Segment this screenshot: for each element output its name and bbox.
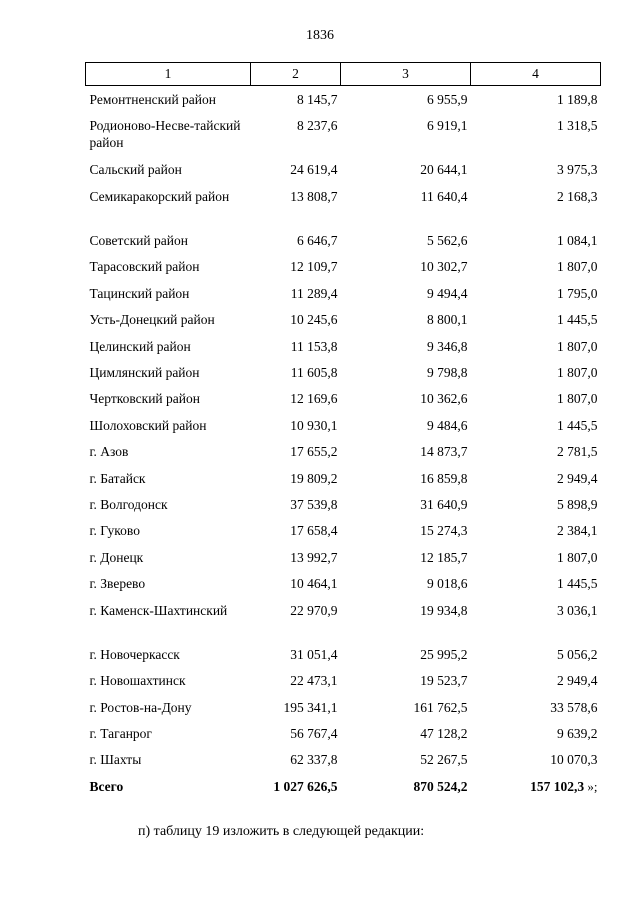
row-value-col3: 9 798,8	[427, 365, 468, 381]
row-name: г. Зверево	[89, 576, 146, 592]
row-value-col4: 33 578,6	[550, 699, 598, 715]
row-value-col3: 47 128,2	[420, 726, 468, 742]
row-value-col4: 1 318,5	[557, 117, 598, 133]
row-value-col4: 1 795,0	[557, 285, 598, 301]
row-value-col4: 1 807,0	[557, 549, 598, 565]
total-value-col4-text: 157 102,3	[530, 778, 585, 794]
row-name: Тарасовский район	[89, 259, 200, 275]
table-row	[86, 746, 601, 772]
row-name: Ремонтненский район	[89, 92, 216, 107]
column-header-2: 2	[251, 63, 341, 86]
row-value-col4: 1 189,8	[557, 92, 598, 107]
table-row	[86, 385, 601, 411]
table-row	[86, 641, 601, 667]
row-value-col3: 5 562,6	[427, 233, 468, 249]
table-row	[86, 491, 601, 517]
row-name: Сальский район	[89, 162, 182, 178]
row-value-col3: 12 185,7	[420, 549, 468, 565]
row-value-col3: 19 523,7	[420, 673, 468, 689]
row-value-col2: 56 767,4	[290, 726, 338, 742]
table-row	[86, 438, 601, 464]
row-name: г. Ростов-на-Дону	[89, 699, 192, 715]
row-name: Целинский район	[89, 338, 191, 354]
table-row	[86, 333, 601, 359]
row-value-col4: 1 807,0	[557, 259, 598, 275]
row-value-col3: 15 274,3	[420, 523, 468, 539]
row-value-col4: 1 445,5	[557, 312, 598, 328]
row-value-col4: 10 070,3	[550, 752, 598, 768]
row-value-col3: 9 484,6	[427, 417, 468, 433]
row-value-col2: 17 655,2	[290, 444, 338, 460]
row-value-col4: 5 898,9	[557, 496, 598, 512]
table-row	[86, 112, 601, 156]
table-row	[86, 86, 601, 112]
row-value-col3: 14 873,7	[420, 444, 468, 460]
row-value-col2: 62 337,8	[290, 752, 338, 768]
page-number: 1836	[306, 28, 334, 43]
row-value-col3: 16 859,8	[420, 470, 468, 486]
row-value-col4: 1 807,0	[557, 391, 598, 407]
row-value-col2: 10 464,1	[290, 576, 338, 592]
row-name: г. Шахты	[89, 752, 142, 768]
table-row	[86, 359, 601, 385]
row-name: г. Гуково	[89, 523, 140, 539]
row-value-col2: 6 646,7	[297, 233, 338, 249]
table-row	[86, 227, 601, 253]
row-value-col2: 8 145,7	[297, 92, 338, 107]
table-row	[86, 517, 601, 543]
row-value-col2: 22 970,9	[290, 602, 338, 618]
row-name: Семикаракорский район	[89, 188, 230, 204]
row-value-col3: 10 362,6	[420, 391, 468, 407]
row-name: г. Новочеркасск	[89, 646, 180, 662]
row-value-col2: 11 605,8	[290, 365, 338, 381]
row-value-col2: 24 619,4	[290, 162, 338, 178]
table-total-row	[86, 773, 601, 799]
row-name: г. Волгодонск	[89, 496, 168, 512]
row-value-col4: 1 807,0	[557, 338, 598, 354]
row-value-col2: 10 930,1	[290, 417, 338, 433]
row-name: г. Каменск-Шахтинский	[89, 602, 228, 618]
row-value-col3: 161 762,5	[413, 699, 468, 715]
table-row	[86, 412, 601, 438]
row-name: Родионово-Несве-тайский район	[89, 117, 241, 150]
row-name: Шолоховский район	[89, 417, 207, 433]
row-value-col3: 10 302,7	[420, 259, 468, 275]
row-value-col3: 52 267,5	[420, 752, 468, 768]
row-value-col3: 19 934,8	[420, 602, 468, 618]
row-value-col4: 5 056,2	[557, 646, 598, 662]
row-value-col3: 20 644,1	[420, 162, 468, 178]
total-value-col3: 870 524,2	[413, 778, 468, 794]
row-name: Чертковский район	[89, 391, 200, 407]
closing-quote: »;	[584, 778, 598, 794]
table-row	[86, 694, 601, 720]
row-value-col4: 9 639,2	[557, 726, 598, 742]
instruction-paragraph: п) таблицу 19 изложить в следующей редакции:	[138, 824, 425, 839]
row-value-col4: 3 036,1	[557, 602, 598, 618]
allocation-table	[85, 62, 601, 799]
row-value-col2: 31 051,4	[290, 646, 338, 662]
row-value-col3: 9 494,4	[427, 285, 468, 301]
table-row	[86, 306, 601, 332]
row-name: г. Батайск	[89, 470, 146, 486]
table-row	[86, 280, 601, 306]
row-name: г. Новошахтинск	[89, 673, 186, 689]
row-value-col2: 195 341,1	[283, 699, 338, 715]
row-value-col4: 1 445,5	[557, 576, 598, 592]
row-value-col2: 11 153,8	[290, 338, 338, 354]
row-value-col4: 2 384,1	[557, 523, 598, 539]
row-value-col3: 9 346,8	[427, 338, 468, 354]
row-value-col3: 25 995,2	[420, 646, 468, 662]
table-row	[86, 597, 601, 641]
row-value-col3: 9 018,6	[427, 576, 468, 592]
row-value-col4: 2 168,3	[557, 188, 598, 204]
row-value-col4: 1 445,5	[557, 417, 598, 433]
row-value-col2: 37 539,8	[290, 496, 338, 512]
table-row	[86, 720, 601, 746]
row-value-col2: 12 109,7	[290, 259, 338, 275]
table-row	[86, 156, 601, 182]
row-value-col3: 31 640,9	[420, 496, 468, 512]
column-header-4: 4	[471, 63, 601, 86]
row-value-col4: 1 807,0	[557, 365, 598, 381]
row-value-col2: 13 992,7	[290, 549, 338, 565]
row-name: Тацинский район	[89, 285, 190, 301]
row-value-col4: 2 949,4	[557, 470, 598, 486]
row-name: Цимлянский район	[89, 365, 200, 381]
row-value-col4: 2 949,4	[557, 673, 598, 689]
row-name: Усть-Донецкий район	[89, 312, 215, 328]
row-value-col2: 22 473,1	[290, 673, 338, 689]
row-name: г. Азов	[89, 444, 129, 460]
row-value-col3: 6 919,1	[427, 117, 468, 133]
row-value-col4: 3 975,3	[557, 162, 598, 178]
row-name: г. Таганрог	[89, 726, 152, 742]
table-header-row	[86, 63, 601, 86]
row-value-col2: 8 237,6	[297, 117, 338, 133]
total-value-col4	[471, 773, 601, 799]
row-value-col2: 19 809,2	[290, 470, 338, 486]
total-label: Всего	[89, 778, 124, 794]
column-header-1: 1	[86, 63, 251, 86]
row-value-col4: 1 084,1	[557, 233, 598, 249]
row-value-col3: 6 955,9	[427, 92, 468, 107]
column-header-3: 3	[341, 63, 471, 86]
row-value-col2: 12 169,6	[290, 391, 338, 407]
table-row	[86, 667, 601, 693]
table-row	[86, 570, 601, 596]
table-row	[86, 544, 601, 570]
total-value-col2: 1 027 626,5	[273, 778, 338, 794]
row-value-col2: 13 808,7	[290, 188, 338, 204]
row-value-col2: 17 658,4	[290, 523, 338, 539]
table-row	[86, 465, 601, 491]
row-value-col4: 2 781,5	[557, 444, 598, 460]
row-value-col3: 11 640,4	[420, 188, 468, 204]
row-value-col2: 10 245,6	[290, 312, 338, 328]
row-name: Советский район	[89, 233, 188, 249]
table-row	[86, 253, 601, 279]
table-row	[86, 183, 601, 227]
row-name: г. Донецк	[89, 549, 144, 565]
row-value-col2: 11 289,4	[290, 285, 338, 301]
row-value-col3: 8 800,1	[427, 312, 468, 328]
